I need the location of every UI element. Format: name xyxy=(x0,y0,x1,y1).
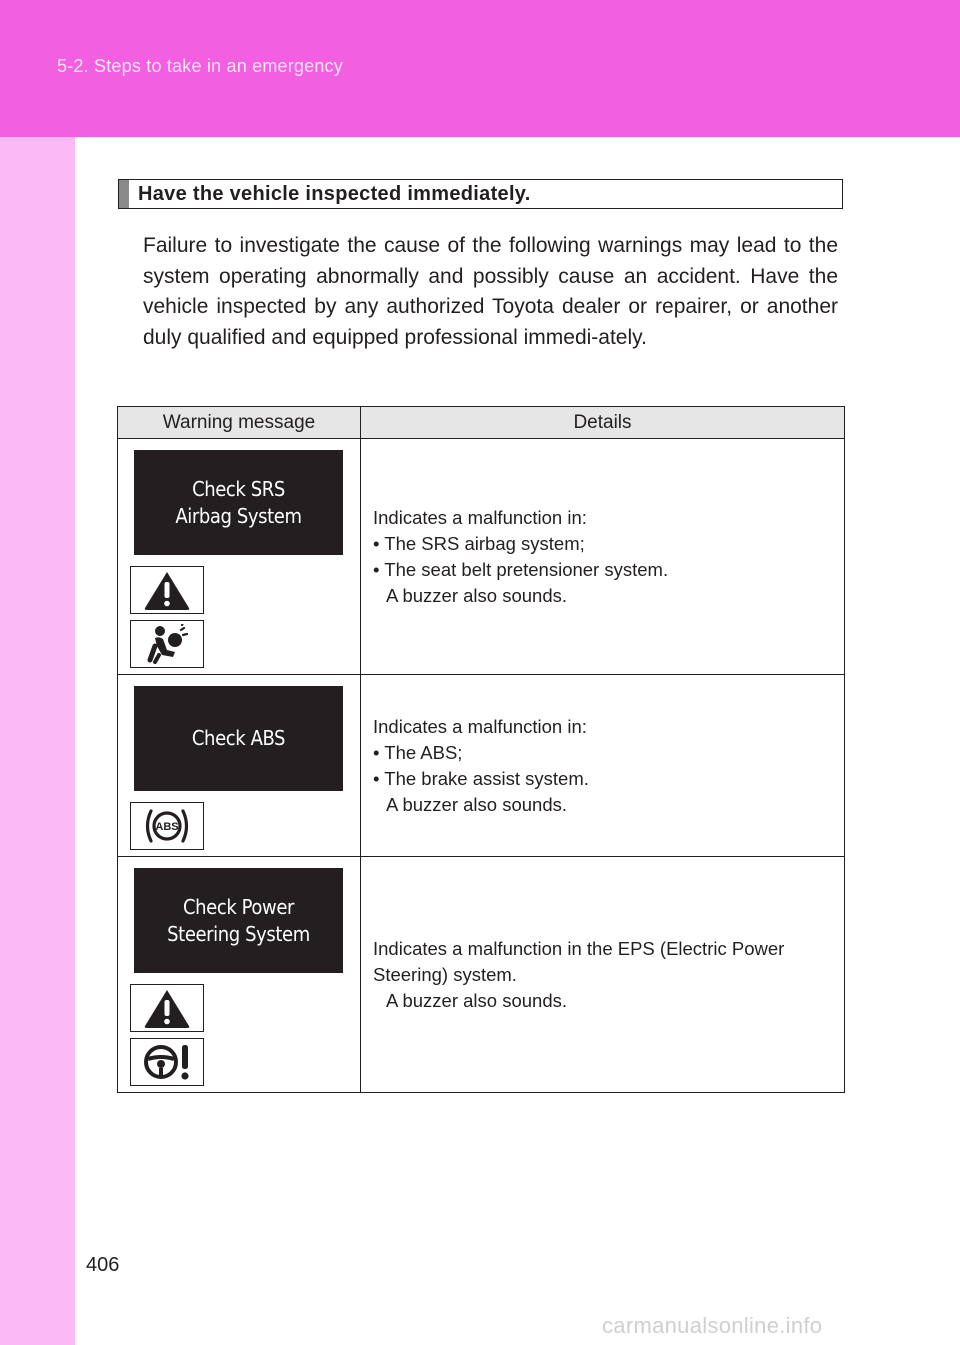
details-cell xyxy=(361,857,845,1093)
warning-triangle-icon xyxy=(142,987,192,1029)
detail-intro: Indicates a malfunction in: xyxy=(373,506,587,528)
header-details: Details xyxy=(361,407,845,439)
side-band xyxy=(0,137,75,1345)
warning-indicator xyxy=(130,1038,204,1086)
warning-indicator xyxy=(130,984,204,1032)
detail-note: A buzzer also sounds. xyxy=(386,793,567,815)
table-header-row xyxy=(118,407,845,439)
table-row xyxy=(118,857,845,1093)
table-row xyxy=(118,675,845,857)
section-heading-text: Have the vehicle inspected immediately. xyxy=(138,183,531,205)
warning-message-cell xyxy=(118,857,361,1093)
steering-wheel-exclamation-icon xyxy=(141,1041,193,1083)
screen-text-line: Check ABS xyxy=(191,726,286,750)
screen-text-line: Airbag System xyxy=(175,503,302,528)
abs-icon xyxy=(140,806,194,846)
warning-indicator xyxy=(130,566,204,614)
page-number: 406 xyxy=(86,1254,120,1276)
screen-text-line: Steering System xyxy=(167,921,310,946)
detail-intro: Indicates a malfunction in: xyxy=(373,715,587,737)
detail-item: • The ABS; xyxy=(373,741,463,763)
warning-message-cell xyxy=(118,675,361,857)
running-head: 5-2. Steps to take in an emergency xyxy=(57,56,343,76)
airbag-occupant-icon xyxy=(145,624,189,664)
warning-screen xyxy=(134,686,343,791)
intro-paragraph: Failure to investigate the cause of the following warnings may lead to the system operating abnormally and possibly cause an accident. Have the vehicle inspected by any authorized Toyota dealer or repairer, or another duly qualified and equipped professional immedi-ately. xyxy=(143,234,838,349)
warning-indicator xyxy=(130,802,204,850)
detail-item: • The brake assist system. xyxy=(373,767,589,789)
warning-triangle-icon xyxy=(142,569,192,611)
detail-intro: Indicates a malfunction in the EPS (Electric Power Steering) system. xyxy=(373,937,785,985)
detail-note: A buzzer also sounds. xyxy=(386,989,567,1011)
details-cell xyxy=(361,675,845,857)
warning-table xyxy=(117,406,845,1093)
watermark: carmanualsonline.info xyxy=(602,1313,823,1338)
warning-screen xyxy=(134,868,343,973)
screen-text-line: Check Power xyxy=(182,894,294,919)
warning-screen xyxy=(134,450,343,555)
details-cell xyxy=(361,439,845,675)
table-row xyxy=(118,439,845,675)
screen-text-line: Check SRS xyxy=(192,476,285,501)
warning-indicator xyxy=(130,620,204,668)
section-heading xyxy=(118,179,843,209)
detail-item: • The SRS airbag system; xyxy=(373,532,585,554)
detail-item: • The seat belt pretensioner system. xyxy=(373,558,669,580)
heading-bar xyxy=(119,180,129,208)
warning-message-cell xyxy=(118,439,361,675)
svg-text:ABS: ABS xyxy=(155,821,179,833)
header-warning-message: Warning message xyxy=(118,407,361,439)
detail-note: A buzzer also sounds. xyxy=(386,584,567,606)
